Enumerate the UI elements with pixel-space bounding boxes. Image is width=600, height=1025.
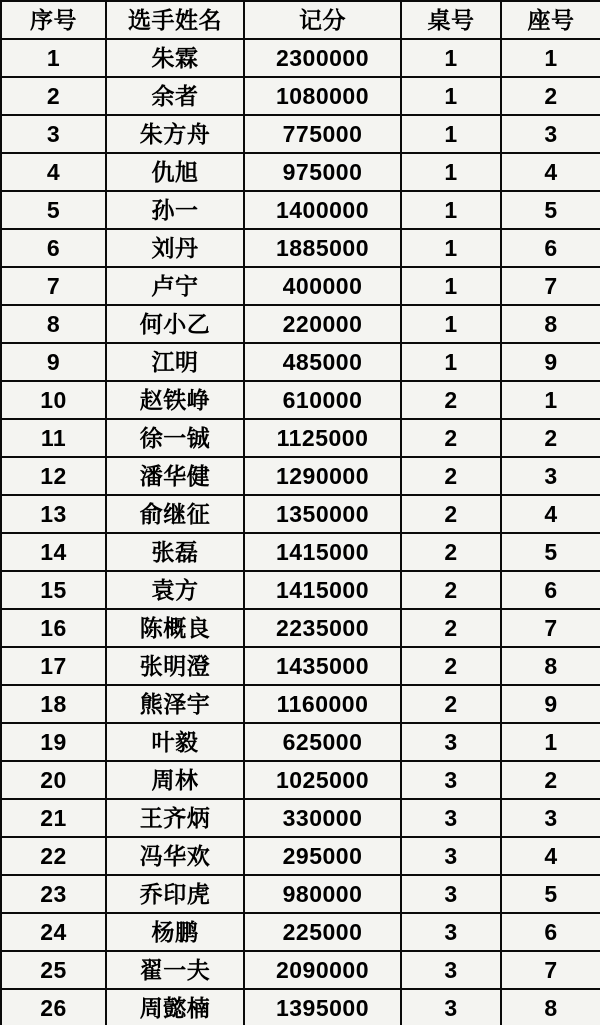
cell-table_number: 3 <box>401 989 501 1025</box>
cell-score: 1395000 <box>244 989 401 1025</box>
cell-table_number: 2 <box>401 685 501 723</box>
cell-score: 1415000 <box>244 571 401 609</box>
cell-seat_number: 8 <box>501 647 600 685</box>
cell-rank: 14 <box>1 533 106 571</box>
cell-rank: 20 <box>1 761 106 799</box>
cell-player_name: 徐一铖 <box>106 419 244 457</box>
table-row <box>1 267 600 305</box>
cell-score: 1025000 <box>244 761 401 799</box>
cell-rank: 8 <box>1 305 106 343</box>
cell-rank: 3 <box>1 115 106 153</box>
cell-table_number: 2 <box>401 571 501 609</box>
table-row <box>1 647 600 685</box>
cell-player_name: 朱方舟 <box>106 115 244 153</box>
cell-score: 1400000 <box>244 191 401 229</box>
table-row <box>1 457 600 495</box>
cell-seat_number: 5 <box>501 191 600 229</box>
table-row <box>1 305 600 343</box>
cell-seat_number: 5 <box>501 875 600 913</box>
table-row <box>1 913 600 951</box>
cell-rank: 13 <box>1 495 106 533</box>
cell-seat_number: 8 <box>501 989 600 1025</box>
cell-player_name: 杨鹏 <box>106 913 244 951</box>
cell-rank: 12 <box>1 457 106 495</box>
cell-rank: 10 <box>1 381 106 419</box>
cell-score: 1290000 <box>244 457 401 495</box>
column-header-score: 记分 <box>244 1 401 39</box>
cell-score: 1350000 <box>244 495 401 533</box>
table-row <box>1 685 600 723</box>
cell-rank: 16 <box>1 609 106 647</box>
table-row <box>1 191 600 229</box>
cell-table_number: 2 <box>401 495 501 533</box>
table-row <box>1 761 600 799</box>
cell-table_number: 3 <box>401 723 501 761</box>
cell-score: 2090000 <box>244 951 401 989</box>
cell-player_name: 王齐炳 <box>106 799 244 837</box>
cell-seat_number: 4 <box>501 495 600 533</box>
cell-seat_number: 4 <box>501 153 600 191</box>
cell-seat_number: 2 <box>501 77 600 115</box>
cell-player_name: 冯华欢 <box>106 837 244 875</box>
table-row <box>1 609 600 647</box>
cell-rank: 11 <box>1 419 106 457</box>
cell-seat_number: 2 <box>501 761 600 799</box>
table-row <box>1 419 600 457</box>
cell-player_name: 周懿楠 <box>106 989 244 1025</box>
cell-seat_number: 1 <box>501 723 600 761</box>
cell-table_number: 1 <box>401 343 501 381</box>
cell-score: 485000 <box>244 343 401 381</box>
cell-score: 1415000 <box>244 533 401 571</box>
cell-player_name: 乔印虎 <box>106 875 244 913</box>
cell-rank: 19 <box>1 723 106 761</box>
cell-score: 1435000 <box>244 647 401 685</box>
cell-rank: 23 <box>1 875 106 913</box>
table-row <box>1 343 600 381</box>
cell-seat_number: 7 <box>501 951 600 989</box>
cell-score: 295000 <box>244 837 401 875</box>
table-row <box>1 153 600 191</box>
cell-table_number: 1 <box>401 39 501 77</box>
cell-rank: 15 <box>1 571 106 609</box>
cell-player_name: 张明澄 <box>106 647 244 685</box>
cell-table_number: 2 <box>401 647 501 685</box>
cell-table_number: 1 <box>401 229 501 267</box>
table-row <box>1 723 600 761</box>
cell-player_name: 俞继征 <box>106 495 244 533</box>
cell-player_name: 陈概良 <box>106 609 244 647</box>
cell-seat_number: 1 <box>501 381 600 419</box>
table-body <box>1 39 600 1025</box>
cell-rank: 25 <box>1 951 106 989</box>
cell-seat_number: 6 <box>501 913 600 951</box>
cell-rank: 4 <box>1 153 106 191</box>
cell-rank: 9 <box>1 343 106 381</box>
cell-player_name: 刘丹 <box>106 229 244 267</box>
table-row <box>1 381 600 419</box>
table-row <box>1 77 600 115</box>
cell-rank: 18 <box>1 685 106 723</box>
cell-rank: 1 <box>1 39 106 77</box>
table-row <box>1 799 600 837</box>
cell-seat_number: 9 <box>501 343 600 381</box>
cell-table_number: 2 <box>401 457 501 495</box>
cell-player_name: 赵铁峥 <box>106 381 244 419</box>
cell-seat_number: 6 <box>501 229 600 267</box>
cell-player_name: 周林 <box>106 761 244 799</box>
cell-score: 775000 <box>244 115 401 153</box>
cell-score: 400000 <box>244 267 401 305</box>
cell-table_number: 2 <box>401 609 501 647</box>
cell-rank: 6 <box>1 229 106 267</box>
cell-rank: 24 <box>1 913 106 951</box>
cell-seat_number: 2 <box>501 419 600 457</box>
cell-seat_number: 3 <box>501 799 600 837</box>
cell-rank: 17 <box>1 647 106 685</box>
column-header-rank: 序号 <box>1 1 106 39</box>
cell-rank: 5 <box>1 191 106 229</box>
cell-table_number: 1 <box>401 77 501 115</box>
table-header-row <box>1 1 600 39</box>
cell-table_number: 2 <box>401 419 501 457</box>
cell-seat_number: 8 <box>501 305 600 343</box>
cell-table_number: 1 <box>401 191 501 229</box>
cell-table_number: 3 <box>401 913 501 951</box>
cell-seat_number: 7 <box>501 267 600 305</box>
cell-player_name: 袁方 <box>106 571 244 609</box>
cell-score: 225000 <box>244 913 401 951</box>
table-row <box>1 39 600 77</box>
cell-rank: 26 <box>1 989 106 1025</box>
cell-seat_number: 3 <box>501 457 600 495</box>
cell-seat_number: 1 <box>501 39 600 77</box>
cell-player_name: 潘华健 <box>106 457 244 495</box>
cell-score: 330000 <box>244 799 401 837</box>
table-row <box>1 837 600 875</box>
cell-table_number: 1 <box>401 267 501 305</box>
cell-seat_number: 5 <box>501 533 600 571</box>
cell-score: 1125000 <box>244 419 401 457</box>
cell-score: 975000 <box>244 153 401 191</box>
cell-table_number: 3 <box>401 837 501 875</box>
table-row <box>1 115 600 153</box>
column-header-seat-number: 座号 <box>501 1 600 39</box>
table-row <box>1 875 600 913</box>
table-row <box>1 989 600 1025</box>
cell-score: 1885000 <box>244 229 401 267</box>
cell-table_number: 2 <box>401 381 501 419</box>
cell-table_number: 2 <box>401 533 501 571</box>
cell-table_number: 3 <box>401 875 501 913</box>
cell-player_name: 卢宁 <box>106 267 244 305</box>
cell-rank: 7 <box>1 267 106 305</box>
cell-table_number: 3 <box>401 761 501 799</box>
cell-score: 1160000 <box>244 685 401 723</box>
cell-table_number: 1 <box>401 153 501 191</box>
cell-player_name: 何小乙 <box>106 305 244 343</box>
cell-player_name: 叶毅 <box>106 723 244 761</box>
column-header-table-number: 桌号 <box>401 1 501 39</box>
cell-seat_number: 6 <box>501 571 600 609</box>
cell-rank: 2 <box>1 77 106 115</box>
cell-score: 980000 <box>244 875 401 913</box>
cell-rank: 21 <box>1 799 106 837</box>
cell-score: 1080000 <box>244 77 401 115</box>
cell-player_name: 仇旭 <box>106 153 244 191</box>
cell-player_name: 孙一 <box>106 191 244 229</box>
cell-player_name: 余者 <box>106 77 244 115</box>
table-row <box>1 495 600 533</box>
cell-table_number: 1 <box>401 305 501 343</box>
cell-score: 2300000 <box>244 39 401 77</box>
cell-rank: 22 <box>1 837 106 875</box>
cell-score: 220000 <box>244 305 401 343</box>
table-row <box>1 951 600 989</box>
cell-score: 625000 <box>244 723 401 761</box>
cell-score: 2235000 <box>244 609 401 647</box>
cell-table_number: 3 <box>401 951 501 989</box>
cell-player_name: 张磊 <box>106 533 244 571</box>
cell-player_name: 翟一夫 <box>106 951 244 989</box>
cell-seat_number: 3 <box>501 115 600 153</box>
table-row <box>1 229 600 267</box>
cell-seat_number: 4 <box>501 837 600 875</box>
column-header-player-name: 选手姓名 <box>106 1 244 39</box>
cell-seat_number: 9 <box>501 685 600 723</box>
table-row <box>1 571 600 609</box>
cell-seat_number: 7 <box>501 609 600 647</box>
cell-score: 610000 <box>244 381 401 419</box>
cell-table_number: 3 <box>401 799 501 837</box>
cell-player_name: 熊泽宇 <box>106 685 244 723</box>
cell-player_name: 江明 <box>106 343 244 381</box>
table-row <box>1 533 600 571</box>
cell-table_number: 1 <box>401 115 501 153</box>
cell-player_name: 朱霖 <box>106 39 244 77</box>
